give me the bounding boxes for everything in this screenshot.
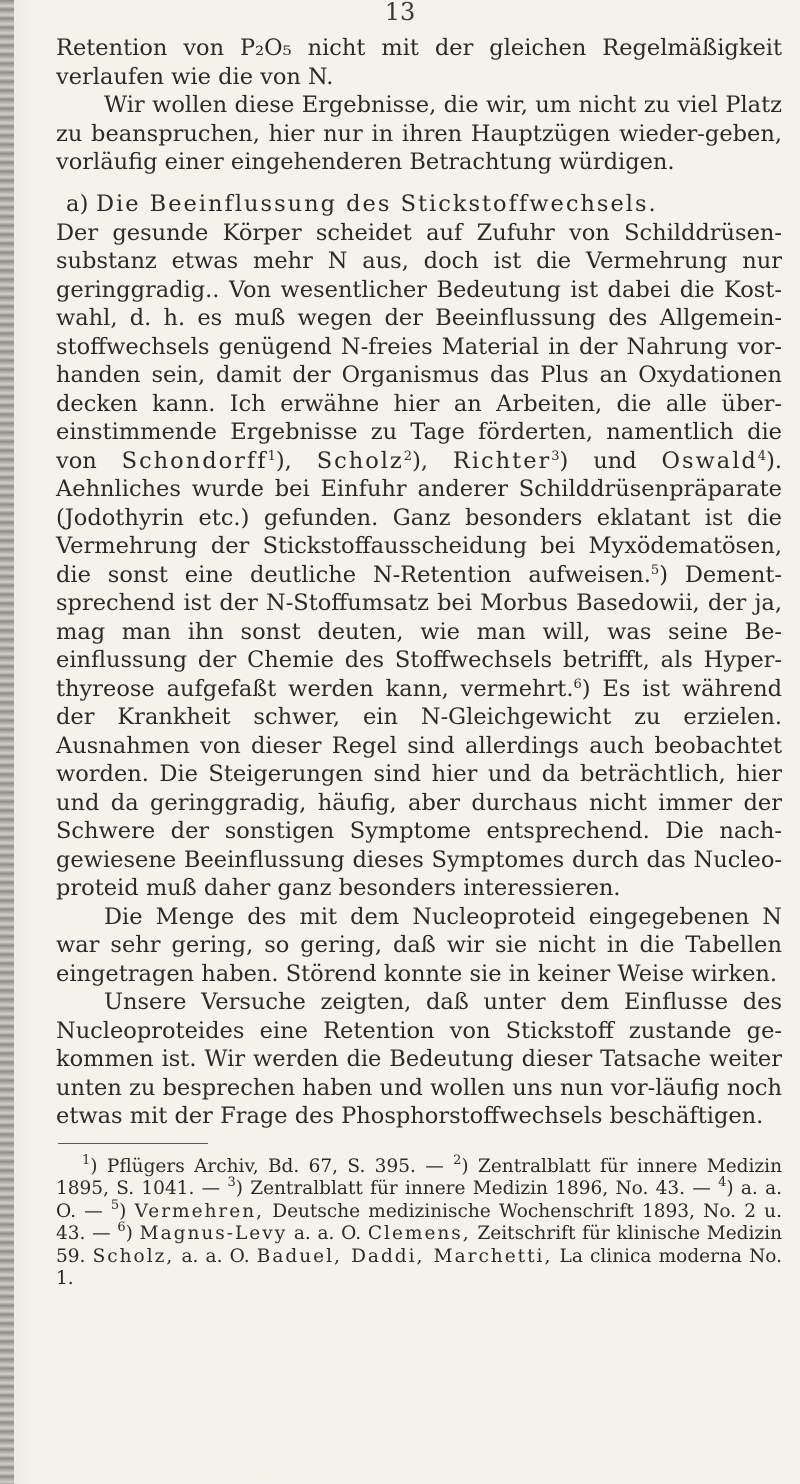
footnote-author: Clemens, [367, 1223, 471, 1244]
section-title: Die Beeinflussung des Stickstoffwechsels. [95, 190, 658, 217]
page-number: 13 [384, 0, 416, 26]
footnote-text: a. a. O. [181, 1245, 250, 1267]
text-run: Aehnliches wurde bei Einfuhr anderer Schilddrüsenpräparate (Jodothyrin etc.) gefunden. Ganz besonders eklatant ist die Vermehrung der Stickstoffausscheidung bei Myxödematösen, die sonst eine deutliche N-Retention aufweisen. [56, 476, 782, 588]
footnote-author: Vermehren, [134, 1200, 265, 1222]
footnote-number: 2 [453, 1152, 462, 1168]
section-label: a) [66, 190, 89, 217]
paragraph-overview: Wir wollen diese Ergebnisse, die wir, um nicht zu viel Platz zu beanspruchen, hier nur in ihren Hauptzügen wieder-geben, vorläufig einer eingehenderen Betrachtung würdigen. [56, 92, 782, 175]
footnote-ref: 4 [757, 448, 767, 464]
text-run: Der gesunde Körper scheidet auf Zufuhr von Schilddrüsen-substanz etwas mehr N aus, doch ist die Vermehrung nur geringgradig.. Von wesentlicher Bedeutung ist dabei die Kost-wahl, d. h. es muß wegen der Beeinflussung des Allgemein-stoffwechsels genügend N-freies Material in der Nahrung vor-handen sein, damit der Organismus das Plus an Oxydationen decken kann. Ich erwähne hier an Arbeiten, die alle über-einstimmende Ergebnisse zu Tage förderten, namentlich die von [56, 219, 782, 474]
footnote-number: 4 [718, 1175, 727, 1190]
footnote-author: Baduel, Daddi, Marchetti, [256, 1245, 553, 1267]
text-run: und [593, 447, 637, 474]
footnote-text: Deutsche medizinische Wochenschrift 1893, No. 2 u. 43. — [56, 1200, 782, 1244]
footnote-text: Pflügers Archiv, Bd. 67, S. 395. — [106, 1155, 444, 1177]
footnote-text: La clinica moderna No. 1. [56, 1245, 782, 1289]
footnote-text: Zentralblatt für innere Medizin 1895, S. 1041. — [56, 1155, 783, 1199]
footnote-number: 3 [227, 1175, 236, 1190]
author-name: Richter [452, 447, 552, 474]
paragraph-nucleoproteid-amount: Die Menge des mit dem Nucleoproteid eingegebenen N war sehr gering, so gering, daß wir sie nicht in die Tabellen eingetragen haben. Störend konnte sie in keiner Weise wirken. [56, 903, 782, 987]
footnote-text: Zeitschrift für klinische Medizin 59. [56, 1223, 782, 1267]
paragraph-nitrogen: Der gesunde Körper scheidet auf Zufuhr von Schilddrüsen-substanz etwas mehr N aus, doch ist die Vermehrung nur geringgradig.. Von wesentlicher Bedeutung ist dabei die Kost-wahl, d. h. es muß wegen der Beeinflussung des Allgemein-stoffwechsels genügend N-freies Material in der Nahrung vor-handen sein, damit der Organismus das Plus an Oxydationen decken kann. Ich erwähne hier an Arbeiten, die alle über-einstimmende Ergebnisse zu Tage förderten, namentlich die von Schondorff$^1$), Scholz$^2$), Richter$^3$) und Oswald$^4$). Aehnliches wurde bei Einfuhr anderer Schilddrüsenpräparate (Jodothyrin etc.) gefunden. Ganz besonders eklatant ist die Vermehrung der Stickstoffausscheidung bei Myxödematösen, die sonst eine deutliche N-Retention aufweisen.$^5$) Dement-sprechend ist der N-Stoffumsatz bei Morbus Basedowii, der ja, mag man ihn sonst deuten, wie man will, was seine Be-einflussung der Chemie des Stoffwechsels betrifft, als Hyper-thyreose aufgefaßt werden kann, vermehrt.$^6$) Es ist während der Krankheit schwer, ein N-Gleichgewicht zu erzielen. Ausnahmen von dieser Regel sind allerdings auch beobachtet worden. Die Steigerungen sind hier und da beträchtlich, hier und da geringgradig, häufig, aber durchaus nicht immer der Schwere der sonstigen Symptome entsprechend. Die nach-gewiesene Beeinflussung dieses Symptomes durch das Nucleo-proteid muß daher ganz besonders interessieren. [56, 219, 783, 901]
author-name: Scholz [316, 447, 404, 474]
footnote-number: 6 [117, 1220, 126, 1235]
footnote-number: 1 [82, 1152, 91, 1168]
footnote-text: a. a. O. [293, 1223, 362, 1244]
paragraph-experiments: Unsere Versuche zeigten, daß unter dem Einflusse des Nucleoproteides eine Retention von Stickstoff zustande ge-kommen ist. Wir werden die Bedeutung dieser Tatsache weiter unten zu besprechen haben und wollen uns nun vor-läufig noch etwas mit der Frage des Phosphorstoffwechsels beschäftigen. [56, 989, 782, 1129]
body-text [56, 34, 782, 1291]
footnote-ref: 3 [551, 448, 560, 464]
footnote-block: $^1$) Pflügers Archiv, Bd. 67, S. 395. — $^2$) Zentralblatt für innere Medizin 1895, S. 1041. — $^3$) Zentralblatt für innere Medizin 1896, No. 43. — $^4$) a. a. O. — $^5$) Vermehren, Deutsche medizinische Wochenschrift 1893, No. 2 u. 43. — $^6$) Magnus-Levy a. a. O. Clemens, Zeitschrift für klinische Medizin 59. Scholz, a. a. O. Baduel, Daddi, Marchetti, La clinica moderna No. 1. [56, 1152, 783, 1289]
footnote-ref: 6 [573, 676, 582, 692]
footnote-author: Scholz, [92, 1245, 175, 1267]
footnote-number: 5 [110, 1197, 120, 1213]
section-heading [56, 190, 782, 219]
footnotes [56, 1152, 783, 1291]
footnote-text: a. a. O. — [56, 1178, 782, 1222]
text-run: Es ist während der Krankheit schwer, ein N-Gleichgewicht zu erzielen. Ausnahmen von dieser Regel sind allerdings auch beobachtet worden. Die Steigerungen sind hier und da beträchtlich, hier und da geringgradig, häufig, aber durchaus nicht immer der Schwere der sonstigen Symptome entsprechend. Die nach-gewiesene Beeinflussung dieses Symptomes durch das Nucleo-proteid muß daher ganz besonders interessieren. [56, 675, 782, 901]
footnote-ref: 2 [403, 448, 413, 464]
text-run: Dement-sprechend ist der N-Stoffumsatz bei Morbus Basedowii, der ja, mag man ihn sonst deuten, wie man will, was seine Be-einflussung der Chemie des Stoffwechsels betrifft, als Hyper-thyreose aufgefaßt werden kann, vermehrt. [56, 561, 782, 702]
author-name: Oswald [661, 447, 758, 474]
footnote-author: Magnus-Levy [139, 1223, 288, 1244]
footnote-ref: 5 [650, 562, 660, 578]
footnote-divider [58, 1143, 208, 1144]
footnote-text: Zentralblatt für innere Medizin 1896, No. 43. — [250, 1178, 711, 1199]
author-name: Schondorff [121, 447, 268, 474]
paragraph-retention: Retention von P₂O₅ nicht mit der gleichen Regelmäßigkeit verlaufen wie die von N. [56, 35, 782, 90]
book-spine-edge [0, 0, 14, 1484]
footnote-ref: 1 [267, 448, 276, 464]
